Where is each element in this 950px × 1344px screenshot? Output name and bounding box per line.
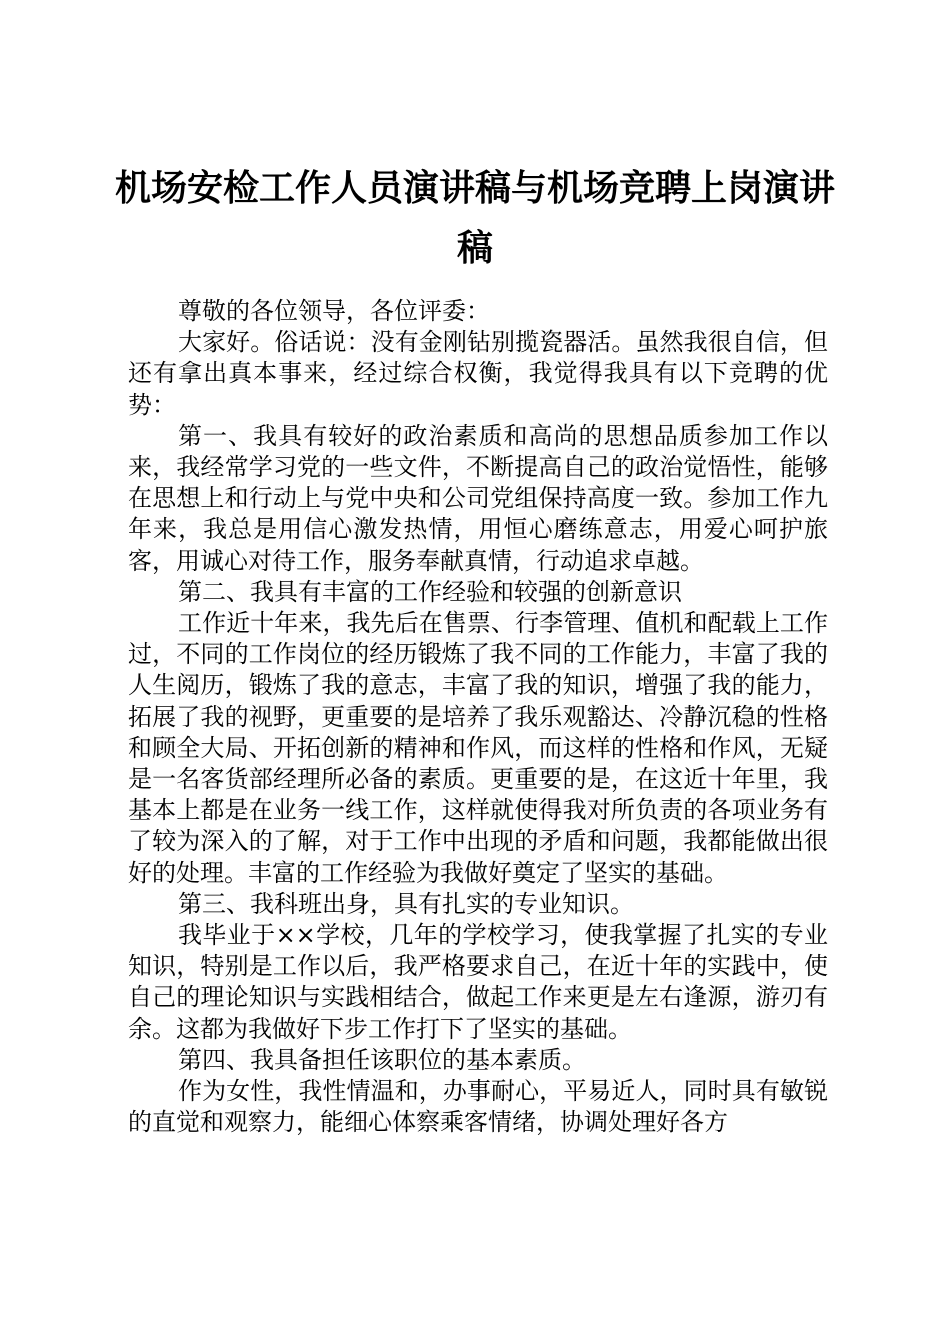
document-title: 机场安检工作人员演讲稿与机场竞聘上岗演讲稿 [114, 167, 835, 269]
paragraph-advantage-2-body: 工作近十年来，我先后在售票、行李管理、值机和配载上工作过，不同的工作岗位的经历锻炼了我不同的工作能力，丰富了我的人生阅历，锻炼了我的意志，丰富了我的知识，增强了我的能力，拓展了我的视野，更重要的是培养了我乐观豁达、冷静沉稳的性格和顾全大局、开拓创新的精神和作风，而这样的性格和作风，无疑是一名客货部经理所必备的素质。更重要的是，在这近十年里，我基本上都是在业务一线工作，这样就使得我对所负责的各项业务有了较为深入的了解，对于工作中出现的矛盾和问题，我都能做出很好的处理。丰富的工作经验为我做好奠定了坚实的基础。 [128, 609, 828, 887]
paragraph-advantage-2-heading: 第二、我具有丰富的工作经验和较强的创新意识 [178, 577, 682, 606]
paragraph-advantage-3-body: 我毕业于××学校，几年的学校学习，使我掌握了扎实的专业知识，特别是工作以后，我严格要求自己，在近十年的实践中，使自己的理论知识与实践相结合，做起工作来更是左右逢源，游刃有余。这都为我做好下步工作打下了坚实的基础。 [128, 921, 828, 1043]
paragraph-advantage-4-heading: 第四、我具备担任该职位的基本素质。 [178, 1045, 586, 1074]
paragraph-advantage-4-body: 作为女性，我性情温和，办事耐心，平易近人，同时具有敏锐的直觉和观察力，能细心体察乘客情绪，协调处理好各方 [128, 1077, 828, 1137]
document-body [128, 296, 828, 1138]
paragraph-advantage-3-heading: 第三、我科班出身，具有扎实的专业知识。 [178, 889, 634, 918]
paragraph-advantage-1: 第一、我具有较好的政治素质和高尚的思想品质参加工作以来，我经常学习党的一些文件，不断提高自己的政治觉悟性，能够在思想上和行动上与党中央和公司党组保持高度一致。参加工作九年来，我总是用信心激发热情，用恒心磨练意志，用爱心呵护旅客，用诚心对待工作，服务奉献真情，行动追求卓越。 [128, 421, 828, 575]
paragraph-salutation: 尊敬的各位领导，各位评委： [178, 297, 490, 325]
paragraph-greeting: 大家好。俗话说：没有金刚钻别揽瓷器活。虽然我很自信，但还有拿出真本事来，经过综合权衡，我觉得我具有以下竞聘的优势： [128, 328, 828, 419]
